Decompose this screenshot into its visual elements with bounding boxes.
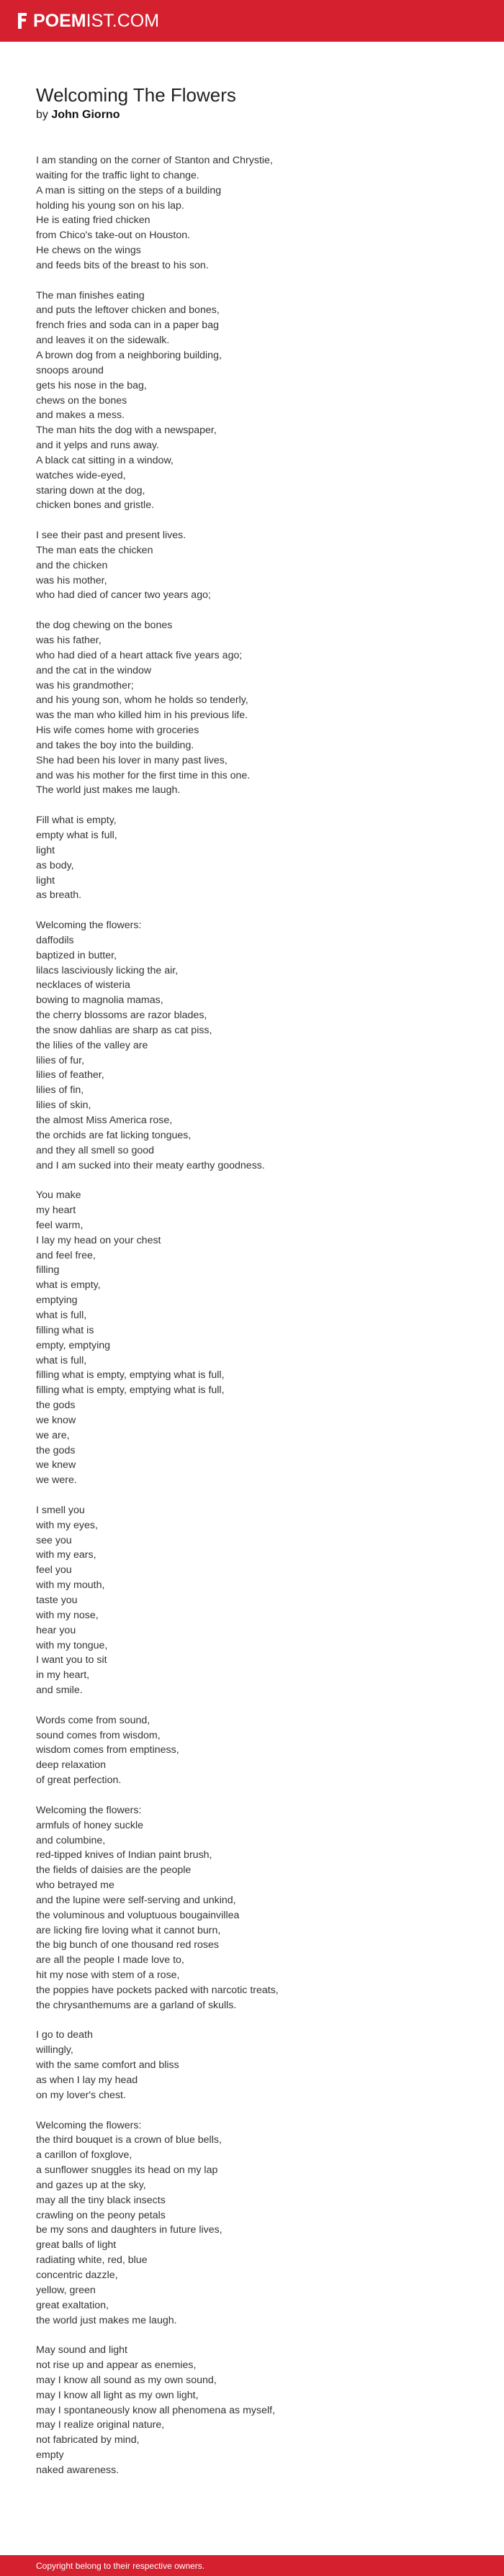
quill-icon	[17, 12, 27, 30]
poem-line: chews on the bones	[36, 394, 127, 407]
logo-text-light: IST.COM	[86, 11, 160, 31]
site-logo[interactable]	[17, 10, 159, 32]
poem-line: emptying	[36, 1294, 78, 1307]
poem-stanza	[36, 618, 468, 798]
poem-line: baptized in butter,	[36, 949, 117, 961]
poem-line: and puts the leftover chicken and bones,	[36, 304, 220, 317]
poem-line: be my sons and daughters in future lives,	[36, 2224, 222, 2236]
poem-line: of great perfection.	[36, 1774, 122, 1787]
poem-line: hear you	[36, 1624, 76, 1636]
poem-line: on my lover's chest.	[36, 2089, 126, 2101]
poem-line: lilies of fin,	[36, 1084, 84, 1097]
poem-line: the dog chewing on the bones	[36, 620, 173, 632]
poem-line: naked awareness.	[36, 2464, 120, 2476]
poem-line: deep relaxation	[36, 1759, 107, 1772]
poem-line: Welcoming the flowers:	[36, 920, 142, 932]
poem-line: lilies of fur,	[36, 1054, 85, 1066]
poem-line: was the man who killed him in his previous life.	[36, 709, 248, 722]
poem-line: we are,	[36, 1429, 70, 1441]
poem-stanza	[36, 1188, 468, 1488]
poem-line: taste you	[36, 1595, 78, 1606]
poem-line: the voluminous and voluptuous bougainvillea	[36, 1909, 240, 1921]
poem-line: empty what is full,	[36, 829, 117, 841]
poem-line: filling	[36, 1264, 60, 1276]
poem-line: with my tongue,	[36, 1639, 108, 1651]
poem-line: The man finishes eating	[36, 289, 145, 301]
poem-line: filling what is	[36, 1324, 94, 1336]
poem-stanza	[36, 1713, 468, 1788]
poem-line: The world just makes me laugh.	[36, 784, 181, 797]
poem-line: great exaltation,	[36, 2299, 109, 2311]
poem-line: and they all smell so good	[36, 1144, 155, 1156]
footer	[0, 2555, 504, 2576]
poem-line: in my heart,	[36, 1669, 90, 1682]
poem-line: armfuls of honey suckle	[36, 1819, 144, 1831]
poem-line: waiting for the traffic light to change.	[36, 169, 199, 181]
poem-line: He is eating fried chicken	[36, 214, 150, 227]
poem-line: She had been his lover in many past lives,	[36, 754, 228, 766]
poem-line: gets his nose in the bag,	[36, 379, 147, 391]
poem-line: crawling on the peony petals	[36, 2209, 166, 2221]
poem-line: lilacs lasciviously licking the air,	[36, 964, 179, 976]
poem-line: as breath.	[36, 889, 82, 902]
poem-line: lilies of skin,	[36, 1099, 91, 1112]
poem-line: are all the people I made love to,	[36, 1954, 184, 1967]
poem-line: who had died of a heart attack five years ago;	[36, 649, 243, 661]
poem-line: I want you to sit	[36, 1654, 107, 1666]
poem-line: not rise up and appear as enemies,	[36, 2359, 197, 2372]
poem-line: I see their past and present lives.	[36, 530, 186, 542]
poem-line: chicken bones and gristle.	[36, 499, 155, 512]
poem-line: who had died of cancer two years ago;	[36, 589, 211, 602]
poem-line: may I know all light as my own light,	[36, 2389, 199, 2401]
poem-line: and feeds bits of the breast to his son.	[36, 259, 209, 271]
poem-line: watches wide-eyed,	[36, 469, 126, 481]
poem-line: light	[36, 874, 55, 886]
poem-stanza	[36, 2028, 468, 2103]
poem-line: and was his mother for the first time in this one.	[36, 769, 251, 781]
poem-stanza	[36, 1803, 468, 2013]
poem-line: we were.	[36, 1474, 77, 1487]
poem-line: empty, emptying	[36, 1339, 111, 1351]
poem-line: feel warm,	[36, 1219, 84, 1231]
poem-line: necklaces of wisteria	[36, 979, 130, 992]
poem-line: May sound and light	[36, 2344, 127, 2357]
poem-line: the big bunch of one thousand red roses	[36, 1939, 219, 1951]
poem-title: Welcoming The Flowers	[36, 84, 236, 106]
poem-line: red-tipped knives of Indian paint brush,	[36, 1849, 212, 1861]
poem-line: the world just makes me laugh.	[36, 2314, 177, 2326]
poem-stanza	[36, 153, 468, 273]
poem-line: what is full,	[36, 1309, 87, 1321]
poem-line: A black cat sitting in a window,	[36, 454, 174, 466]
poem-line: was his mother,	[36, 574, 107, 586]
poem-line: with my eyes,	[36, 1519, 98, 1531]
logo-text-strong: POEM	[33, 11, 86, 31]
poem-line: sound comes from wisdom,	[36, 1729, 161, 1741]
poem-line: with the same comfort and bliss	[36, 2059, 179, 2072]
poem-line: light	[36, 844, 55, 856]
poem-stanza	[36, 289, 468, 514]
poem-line: the fields of daisies are the people	[36, 1864, 192, 1877]
poem-line: who betrayed me	[36, 1879, 114, 1892]
poem-line: see you	[36, 1534, 72, 1546]
top-bar	[0, 0, 504, 42]
poem-line: are licking fire loving what it cannot burn,	[36, 1924, 221, 1936]
poem-line: I smell you	[36, 1504, 85, 1516]
poem-line: may all the tiny black insects	[36, 2194, 166, 2206]
logo-text	[33, 10, 159, 32]
poem-stanza	[36, 1503, 468, 1698]
poem-line: we knew	[36, 1459, 76, 1471]
poem-line: empty	[36, 2449, 64, 2462]
poem-line: staring down at the dog,	[36, 484, 145, 496]
poem-line: and the chicken	[36, 559, 108, 571]
poem-line: the snow dahlias are sharp as cat piss,	[36, 1024, 212, 1036]
poem-line: as when I lay my head	[36, 2074, 138, 2086]
poem-line: filling what is empty, emptying what is full,	[36, 1384, 225, 1397]
poem-line: may I realize original nature,	[36, 2419, 165, 2431]
poem-line: Fill what is empty,	[36, 815, 117, 827]
poem-stanza	[36, 2343, 468, 2478]
poem-line: I go to death	[36, 2029, 93, 2041]
poem-line: and I am sucked into their meaty earthy goodness.	[36, 1159, 265, 1171]
poem-line: and feel free,	[36, 1249, 96, 1261]
poem-line: holding his young son on his lap.	[36, 199, 184, 212]
poem-line: lilies of feather,	[36, 1069, 104, 1081]
poem-line: The man eats the chicken	[36, 544, 153, 556]
poem-line: great balls of light	[36, 2239, 117, 2251]
poem-line: with my ears,	[36, 1549, 96, 1561]
poem-line: and smile.	[36, 1684, 83, 1697]
poem-line: the orchids are fat licking tongues,	[36, 1129, 192, 1141]
by-label: by	[36, 109, 48, 121]
poem-stanza	[36, 918, 468, 1173]
poem-line: A man is sitting on the steps of a building	[36, 184, 222, 196]
poem-line: willingly,	[36, 2044, 73, 2056]
poem-line: the cherry blossoms are razor blades,	[36, 1010, 207, 1022]
poem-stanza	[36, 528, 468, 603]
poem-line: He chews on the wings	[36, 245, 141, 257]
poem-line: the lilies of the valley are	[36, 1039, 148, 1051]
poem-content	[36, 83, 468, 2493]
poem-line: daffodils	[36, 934, 74, 946]
poem-line: filling what is empty, emptying what is full,	[36, 1369, 225, 1382]
poem-line: the almost Miss America rose,	[36, 1115, 173, 1126]
poem-line: and gazes up at the sky,	[36, 2179, 146, 2191]
poem-line: the chrysanthemums are a garland of skulls.	[36, 1999, 237, 2011]
byline	[36, 108, 468, 122]
poem-line: wisdom comes from emptiness,	[36, 1744, 179, 1756]
poem-line: my heart	[36, 1205, 76, 1217]
poem-line: not fabricated by mind,	[36, 2434, 140, 2446]
poem-line: feel you	[36, 1564, 72, 1577]
poem-line: snoops around	[36, 364, 104, 376]
poem-stanza	[36, 813, 468, 903]
poem-line: was his father,	[36, 635, 102, 646]
poem-line: Words come from sound,	[36, 1714, 150, 1726]
poem-line: may I know all sound as my own sound,	[36, 2374, 217, 2386]
poem-line: and the lupine were self-serving and unkind,	[36, 1894, 236, 1906]
poem-line: yellow, green	[36, 2284, 96, 2296]
poem-line: what is empty,	[36, 1279, 101, 1292]
poem-line: and leaves it on the sidewalk.	[36, 335, 170, 347]
poem-line: as body,	[36, 859, 74, 871]
poem-line: and makes a mess.	[36, 409, 125, 422]
poem-line: a sunflower snuggles its head on my lap	[36, 2164, 218, 2177]
poem-line: hit my nose with stem of a rose,	[36, 1969, 180, 1982]
poem-line: concentric dazzle,	[36, 2269, 118, 2281]
poem-line: and takes the boy into the building.	[36, 739, 194, 751]
poem-line: what is full,	[36, 1354, 87, 1366]
poem-line: with my nose,	[36, 1609, 99, 1621]
poem-line: may I spontaneously know all phenomena as myself,	[36, 2404, 276, 2416]
poem-line: the poppies have pockets packed with narcotic treats,	[36, 1984, 279, 1996]
poem-line: bowing to magnolia mamas,	[36, 994, 163, 1007]
poem-line: was his grandmother;	[36, 679, 134, 691]
author-link[interactable]: John Giorno	[51, 109, 120, 121]
poem-line: and columbine,	[36, 1834, 106, 1846]
poem-line: Welcoming the flowers:	[36, 2119, 142, 2131]
footer-copyright: Copyright belong to their respective owners.	[36, 2561, 205, 2571]
poem-line: I lay my head on your chest	[36, 1234, 161, 1246]
poem-line: with my mouth,	[36, 1579, 105, 1592]
poem-line: the third bouquet is a crown of blue bells,	[36, 2134, 222, 2146]
poem-line: You make	[36, 1189, 81, 1202]
poem-line: french fries and soda can in a paper bag	[36, 319, 219, 332]
poem-line: I am standing on the corner of Stanton and Chrystie,	[36, 155, 273, 166]
poem-line: we know	[36, 1414, 76, 1426]
poem-line: The man hits the dog with a newspaper,	[36, 425, 217, 437]
poem-line: Welcoming the flowers:	[36, 1804, 142, 1816]
poem-line: and it yelps and runs away.	[36, 440, 159, 452]
poem-line: a carillon of foxglove,	[36, 2149, 132, 2162]
poem-line: the gods	[36, 1444, 76, 1456]
poem-line: and the cat in the window	[36, 664, 152, 676]
poem-line: from Chico's take-out on Houston.	[36, 230, 191, 242]
poem-stanza	[36, 2118, 468, 2328]
poem-line: His wife comes home with groceries	[36, 725, 199, 737]
poem-line: A brown dog from a neighboring building,	[36, 349, 222, 361]
poem-line: radiating white, red, blue	[36, 2254, 148, 2267]
poem-line: the gods	[36, 1400, 76, 1412]
poem-body	[36, 153, 468, 2478]
poem-line: and his young son, whom he holds so tenderly,	[36, 694, 248, 707]
